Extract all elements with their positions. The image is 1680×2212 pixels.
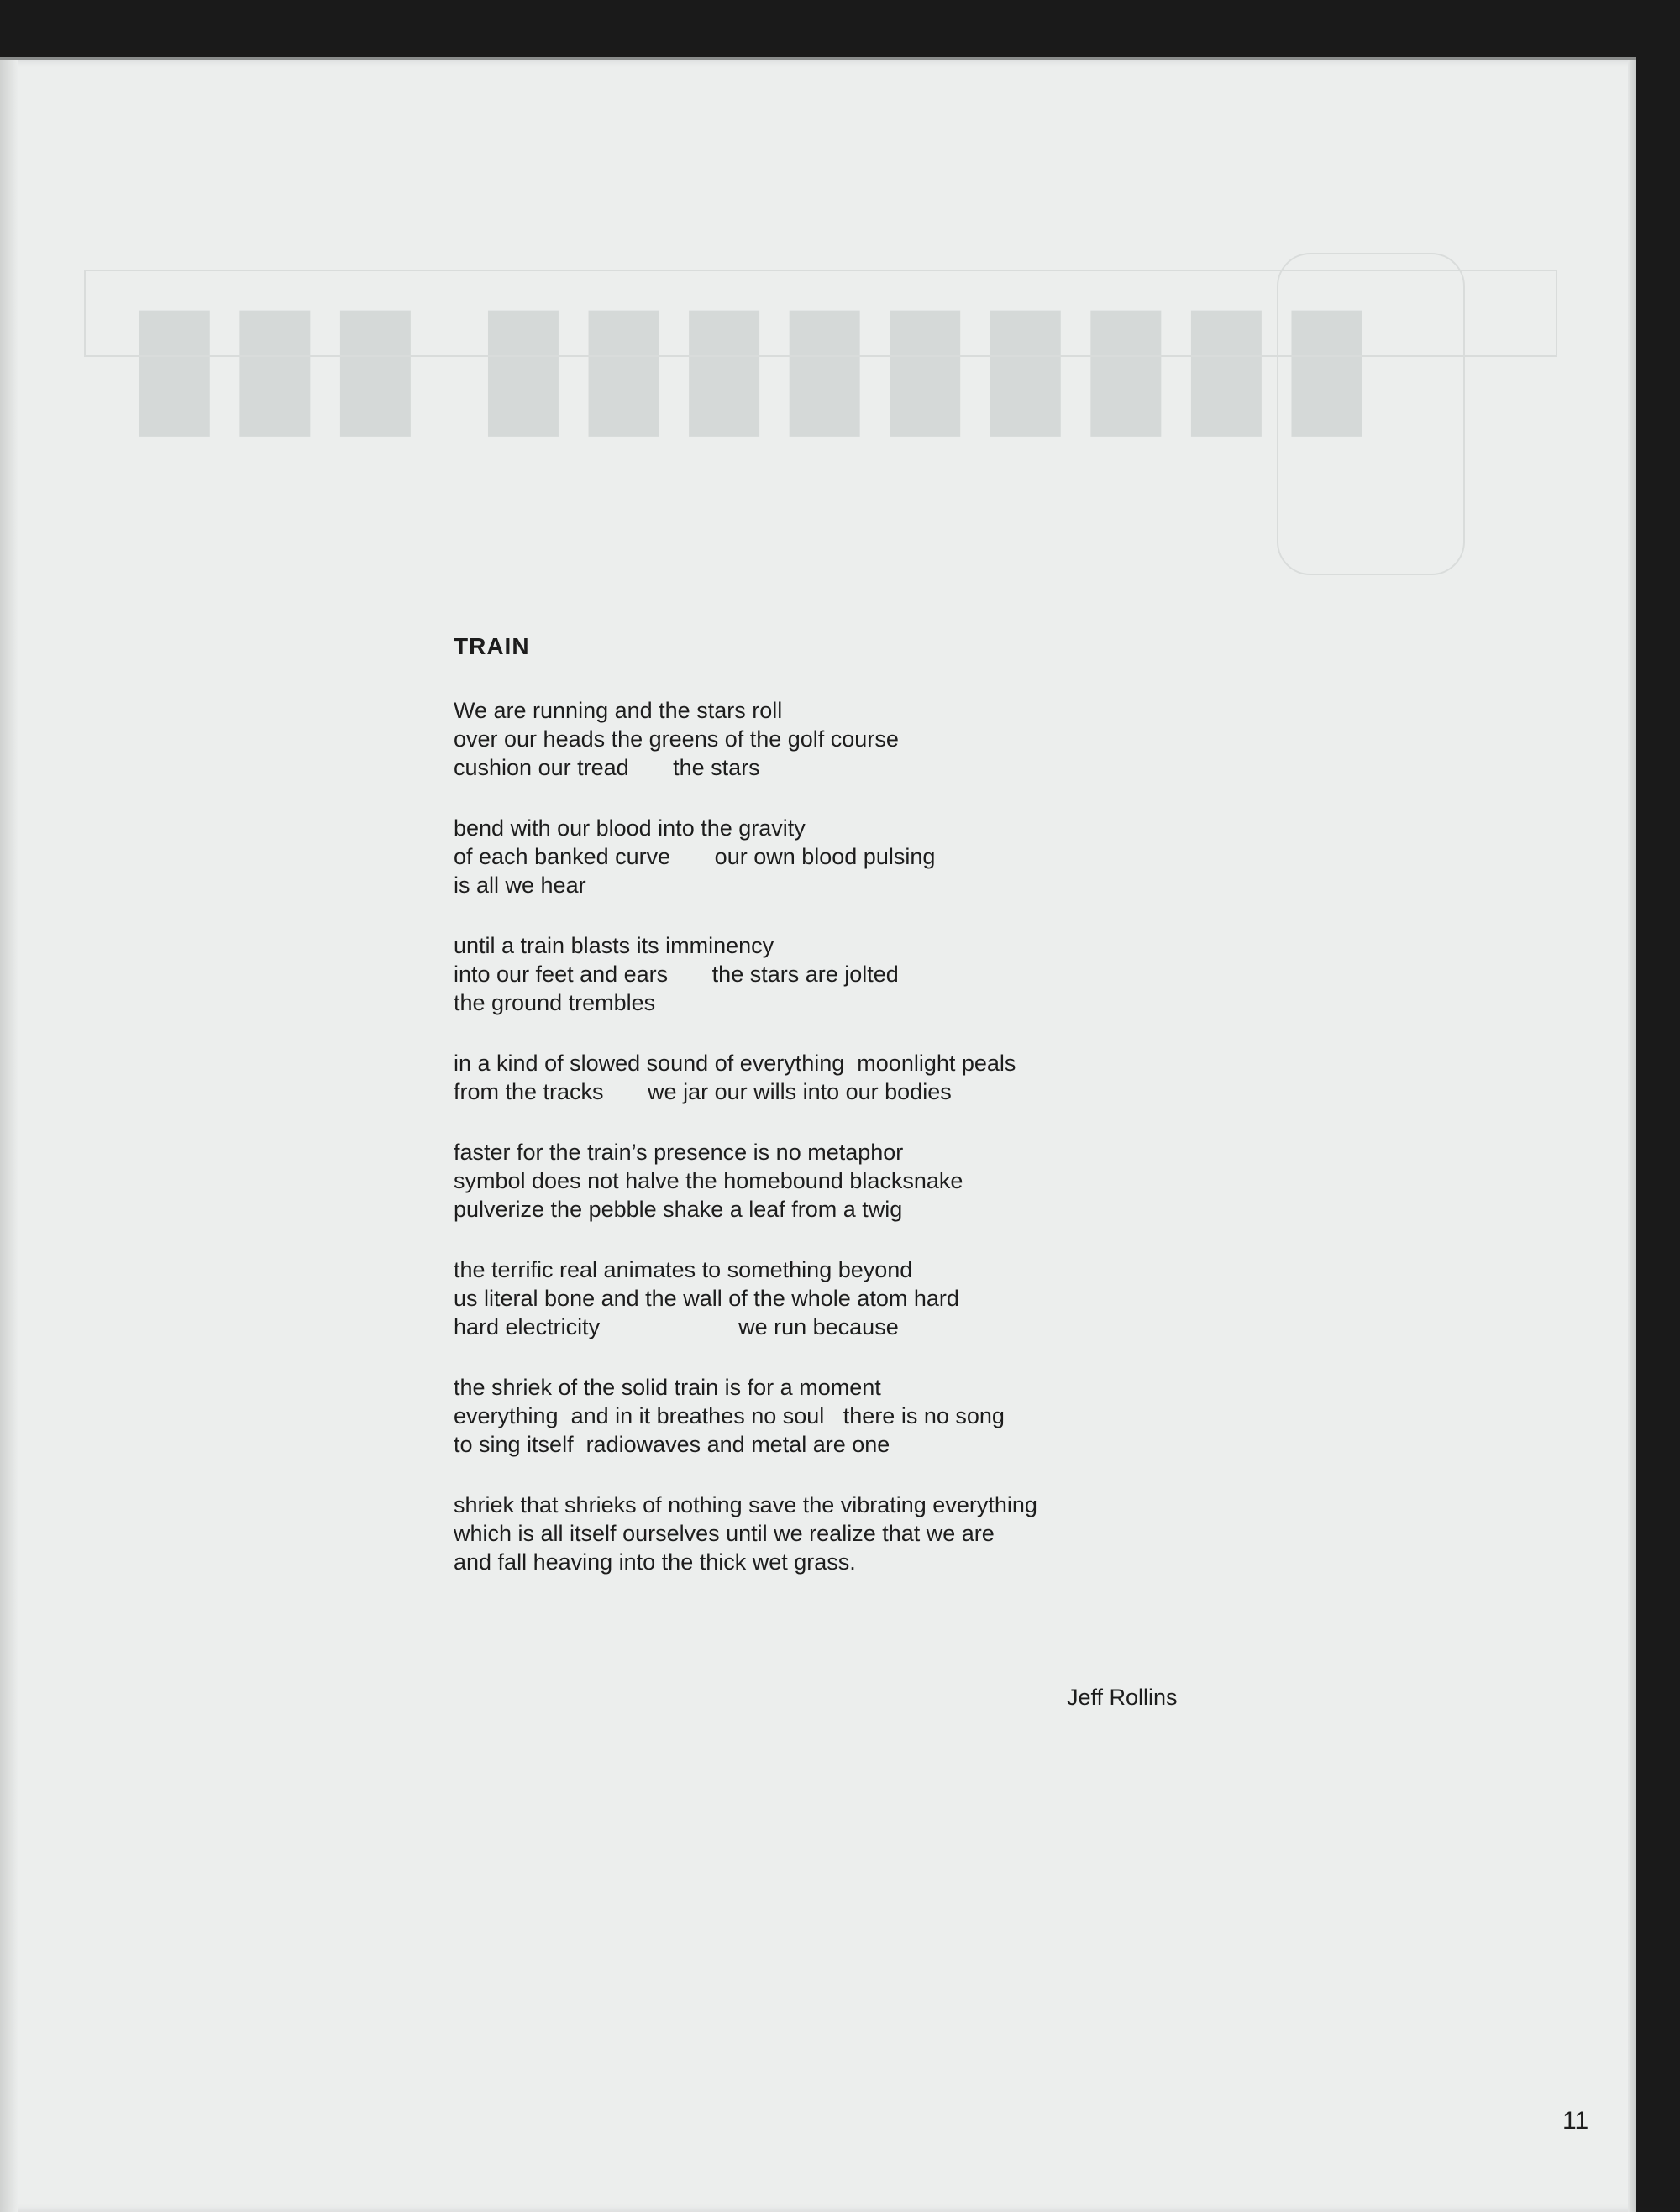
poem-line: hard electricity we run because <box>454 1314 899 1339</box>
stanza <box>454 1049 1037 1106</box>
poem-line: into our feet and ears the stars are jolted <box>454 962 899 987</box>
poem-title: TRAIN <box>454 633 530 659</box>
page-edge <box>1628 60 1636 2212</box>
poem-line: cushion our tread the stars <box>454 755 760 780</box>
poem-line: is all we hear <box>454 873 586 898</box>
poem-line: bend with our blood into the gravity <box>454 815 806 841</box>
stanza <box>454 931 1037 1017</box>
poem <box>454 632 1037 1608</box>
poem-line: the shriek of the solid train is for a moment <box>454 1375 881 1400</box>
poem-line: and fall heaving into the thick wet grass. <box>454 1549 856 1575</box>
poem-line: from the tracks we jar our wills into our bodies <box>454 1079 952 1104</box>
binding-gutter <box>0 60 18 2212</box>
poem-line: which is all itself ourselves until we realize that we are <box>454 1521 995 1546</box>
poem-line: the ground trembles <box>454 990 656 1015</box>
show-through-illustration-right <box>1277 253 1465 575</box>
stanza <box>454 814 1037 899</box>
stanza <box>454 696 1037 782</box>
stanza <box>454 1138 1037 1224</box>
poem-line: faster for the train’s presence is no metaphor <box>454 1140 904 1165</box>
poem-line: symbol does not halve the homebound blacksnake <box>454 1168 963 1193</box>
poem-line: in a kind of slowed sound of everything moonlight peals <box>454 1051 1016 1076</box>
stanza <box>454 1255 1037 1341</box>
stanza <box>454 1373 1037 1459</box>
stanza <box>454 1491 1037 1576</box>
poem-line: to sing itself radiowaves and metal are one <box>454 1432 890 1457</box>
show-through-title: ▮▮▮ ▮▮▮▮▮▮▮▮▮ <box>126 274 1379 450</box>
poem-line: of each banked curve our own blood pulsing <box>454 844 936 869</box>
page-number: 11 <box>1562 2107 1589 2135</box>
poem-line: until a train blasts its imminency <box>454 933 774 958</box>
poem-line: the terrific real animates to something beyond <box>454 1257 913 1282</box>
show-through-illustration <box>84 270 1557 357</box>
poem-line: us literal bone and the wall of the whole atom hard <box>454 1286 959 1311</box>
poem-author: Jeff Rollins <box>1067 1685 1178 1710</box>
poem-line: over our heads the greens of the golf course <box>454 726 899 752</box>
poem-line: We are running and the stars roll <box>454 698 783 723</box>
poem-line: shriek that shrieks of nothing save the vibrating everything <box>454 1492 1037 1517</box>
magazine-page <box>0 57 1636 2212</box>
poem-line: pulverize the pebble shake a leaf from a twig <box>454 1197 903 1222</box>
poem-line: everything and in it breathes no soul there is no song <box>454 1403 1005 1428</box>
